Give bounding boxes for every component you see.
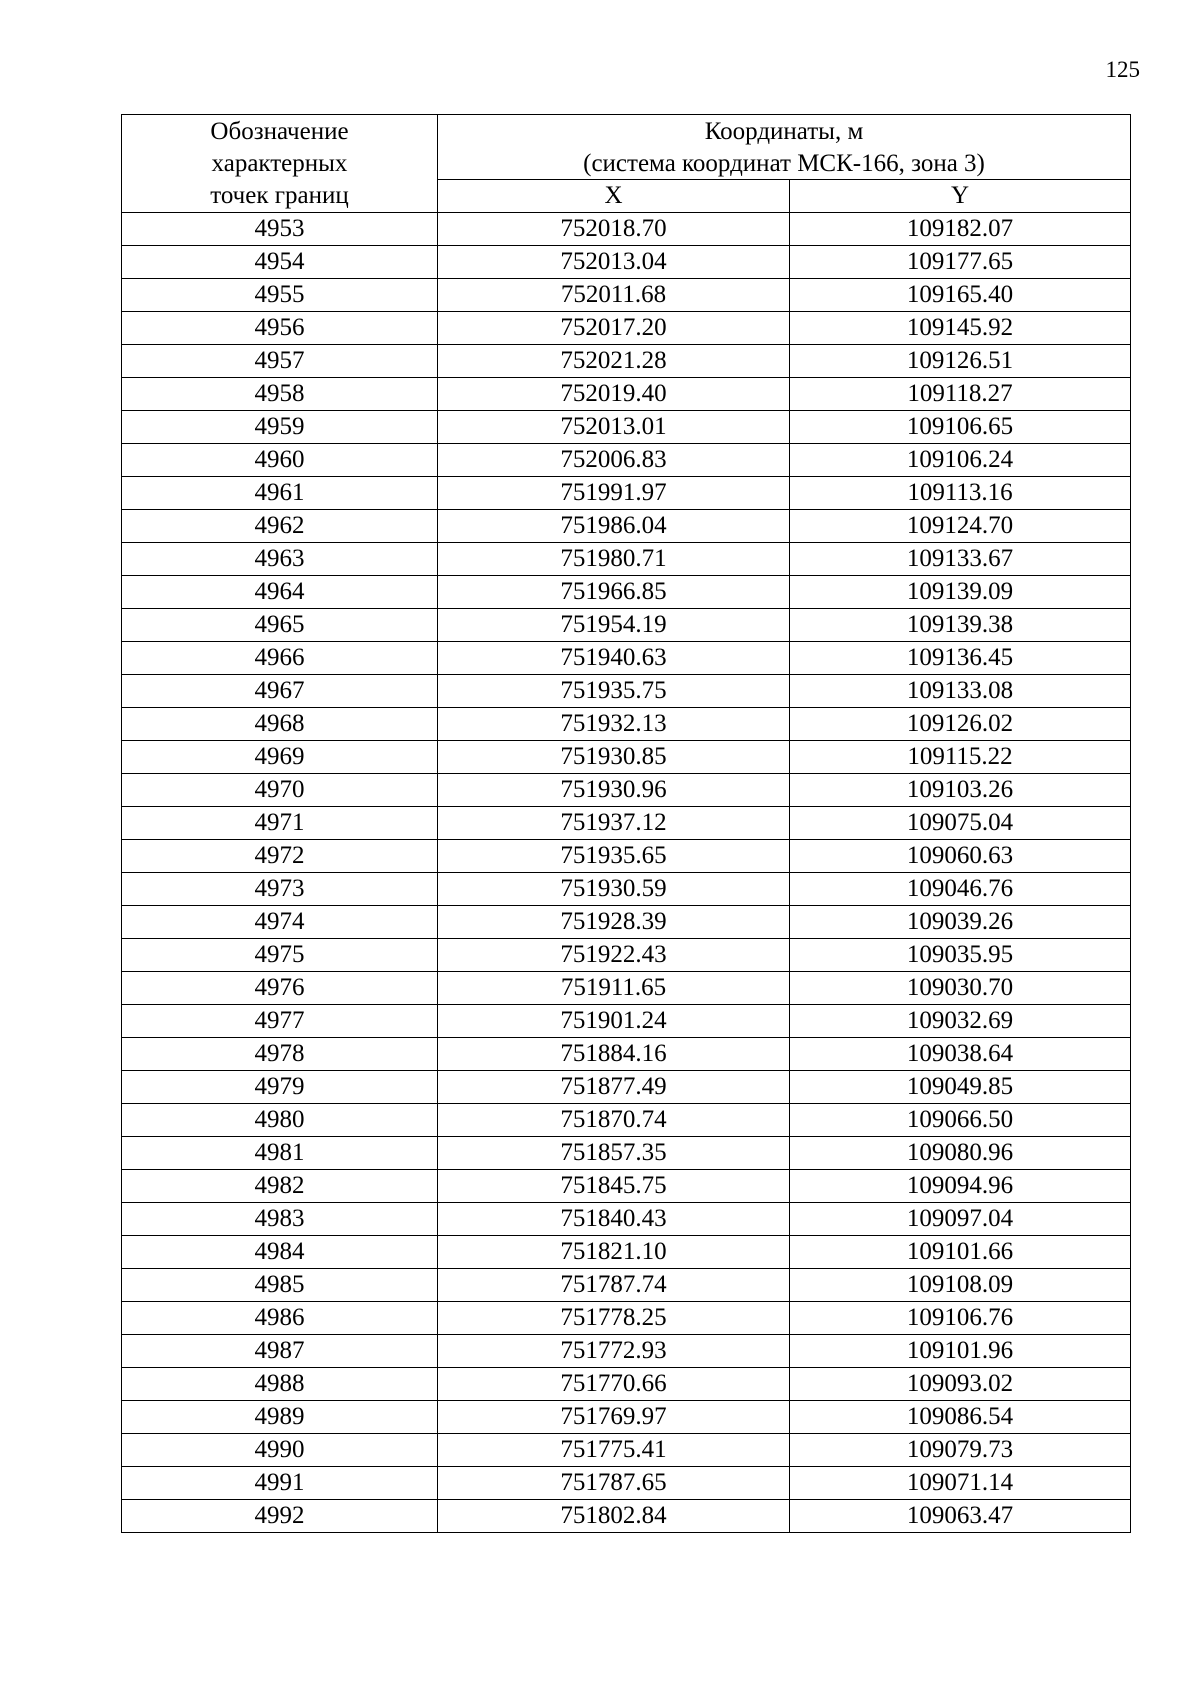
table-header — [122, 115, 1131, 213]
x-coordinate-cell: 752013.04 — [438, 246, 790, 279]
y-coordinate-cell: 109106.24 — [790, 444, 1131, 477]
table-row — [122, 807, 1131, 840]
point-id-cell: 4977 — [122, 1005, 438, 1038]
y-coordinate-cell: 109106.76 — [790, 1302, 1131, 1335]
table-row — [122, 609, 1131, 642]
table-row — [122, 246, 1131, 279]
y-column-header: Y — [790, 180, 1131, 213]
y-coordinate-cell: 109035.95 — [790, 939, 1131, 972]
x-coordinate-cell: 752017.20 — [438, 312, 790, 345]
point-id-cell: 4973 — [122, 873, 438, 906]
x-coordinate-cell: 751940.63 — [438, 642, 790, 675]
x-coordinate-cell: 751966.85 — [438, 576, 790, 609]
x-coordinate-cell: 751935.75 — [438, 675, 790, 708]
table-row — [122, 972, 1131, 1005]
point-id-cell: 4976 — [122, 972, 438, 1005]
point-id-cell: 4981 — [122, 1137, 438, 1170]
x-coordinate-cell: 751991.97 — [438, 477, 790, 510]
x-coordinate-cell: 751980.71 — [438, 543, 790, 576]
point-id-cell: 4982 — [122, 1170, 438, 1203]
table-row — [122, 873, 1131, 906]
point-id-cell: 4970 — [122, 774, 438, 807]
table-row — [122, 1368, 1131, 1401]
point-id-cell: 4987 — [122, 1335, 438, 1368]
table-row — [122, 1005, 1131, 1038]
table-row — [122, 510, 1131, 543]
x-coordinate-cell: 751857.35 — [438, 1137, 790, 1170]
x-coordinate-cell: 751870.74 — [438, 1104, 790, 1137]
point-id-cell: 4980 — [122, 1104, 438, 1137]
table-row — [122, 312, 1131, 345]
table-row — [122, 708, 1131, 741]
y-coordinate-cell: 109030.70 — [790, 972, 1131, 1005]
table-row — [122, 1302, 1131, 1335]
point-id-cell: 4957 — [122, 345, 438, 378]
y-coordinate-cell: 109094.96 — [790, 1170, 1131, 1203]
x-coordinate-cell: 751954.19 — [438, 609, 790, 642]
x-coordinate-cell: 751986.04 — [438, 510, 790, 543]
x-coordinate-cell: 751802.84 — [438, 1500, 790, 1533]
x-coordinate-cell: 751930.59 — [438, 873, 790, 906]
y-coordinate-cell: 109086.54 — [790, 1401, 1131, 1434]
y-coordinate-cell: 109063.47 — [790, 1500, 1131, 1533]
table-row — [122, 576, 1131, 609]
table-row — [122, 1434, 1131, 1467]
point-id-cell: 4968 — [122, 708, 438, 741]
x-coordinate-cell: 751884.16 — [438, 1038, 790, 1071]
y-coordinate-cell: 109133.08 — [790, 675, 1131, 708]
coordinate-system-header: (система координат МСК-166, зона 3) — [438, 147, 1131, 180]
x-coordinate-cell: 751840.43 — [438, 1203, 790, 1236]
point-id-cell: 4964 — [122, 576, 438, 609]
point-id-cell: 4986 — [122, 1302, 438, 1335]
y-coordinate-cell: 109101.66 — [790, 1236, 1131, 1269]
x-coordinate-cell: 751778.25 — [438, 1302, 790, 1335]
point-id-cell: 4974 — [122, 906, 438, 939]
point-id-cell: 4991 — [122, 1467, 438, 1500]
coordinates-title-header: Координаты, м — [438, 115, 1131, 148]
y-coordinate-cell: 109113.16 — [790, 477, 1131, 510]
table-row — [122, 477, 1131, 510]
point-id-cell: 4963 — [122, 543, 438, 576]
y-coordinate-cell: 109097.04 — [790, 1203, 1131, 1236]
x-coordinate-cell: 752013.01 — [438, 411, 790, 444]
point-id-cell: 4956 — [122, 312, 438, 345]
y-coordinate-cell: 109165.40 — [790, 279, 1131, 312]
x-coordinate-cell: 751922.43 — [438, 939, 790, 972]
y-coordinate-cell: 109079.73 — [790, 1434, 1131, 1467]
point-id-cell: 4990 — [122, 1434, 438, 1467]
point-designation-header-line: характерных — [211, 149, 348, 177]
y-coordinate-cell: 109118.27 — [790, 378, 1131, 411]
point-id-cell: 4958 — [122, 378, 438, 411]
point-id-cell: 4985 — [122, 1269, 438, 1302]
y-coordinate-cell: 109136.45 — [790, 642, 1131, 675]
y-coordinate-cell: 109103.26 — [790, 774, 1131, 807]
y-coordinate-cell: 109066.50 — [790, 1104, 1131, 1137]
table-row — [122, 1137, 1131, 1170]
y-coordinate-cell: 109032.69 — [790, 1005, 1131, 1038]
point-id-cell: 4979 — [122, 1071, 438, 1104]
y-coordinate-cell: 109046.76 — [790, 873, 1131, 906]
y-coordinate-cell: 109093.02 — [790, 1368, 1131, 1401]
x-coordinate-cell: 751928.39 — [438, 906, 790, 939]
x-coordinate-cell: 751770.66 — [438, 1368, 790, 1401]
y-coordinate-cell: 109106.65 — [790, 411, 1131, 444]
table-row — [122, 642, 1131, 675]
table-row — [122, 411, 1131, 444]
point-id-cell: 4955 — [122, 279, 438, 312]
point-designation-header-line: точек границ — [210, 181, 349, 209]
x-coordinate-cell: 751877.49 — [438, 1071, 790, 1104]
point-id-cell: 4978 — [122, 1038, 438, 1071]
y-coordinate-cell: 109039.26 — [790, 906, 1131, 939]
coordinates-table — [121, 114, 1131, 1533]
x-coordinate-cell: 751787.65 — [438, 1467, 790, 1500]
x-coordinate-cell: 751935.65 — [438, 840, 790, 873]
x-coordinate-cell: 751845.75 — [438, 1170, 790, 1203]
table-row — [122, 741, 1131, 774]
point-id-cell: 4975 — [122, 939, 438, 972]
table-row — [122, 1467, 1131, 1500]
y-coordinate-cell: 109133.67 — [790, 543, 1131, 576]
table-row — [122, 1203, 1131, 1236]
table-row — [122, 1236, 1131, 1269]
x-coordinate-cell: 752018.70 — [438, 213, 790, 246]
y-coordinate-cell: 109080.96 — [790, 1137, 1131, 1170]
table-row — [122, 279, 1131, 312]
x-coordinate-cell: 751937.12 — [438, 807, 790, 840]
y-coordinate-cell: 109071.14 — [790, 1467, 1131, 1500]
point-id-cell: 4984 — [122, 1236, 438, 1269]
x-coordinate-cell: 751787.74 — [438, 1269, 790, 1302]
y-coordinate-cell: 109145.92 — [790, 312, 1131, 345]
y-coordinate-cell: 109126.02 — [790, 708, 1131, 741]
x-coordinate-cell: 752011.68 — [438, 279, 790, 312]
page-number: 125 — [1105, 57, 1140, 82]
table-row — [122, 1038, 1131, 1071]
point-id-cell: 4962 — [122, 510, 438, 543]
x-coordinate-cell: 751775.41 — [438, 1434, 790, 1467]
point-id-cell: 4983 — [122, 1203, 438, 1236]
point-designation-header-line: Обозначение — [210, 117, 349, 145]
y-coordinate-cell: 109060.63 — [790, 840, 1131, 873]
table-row — [122, 1500, 1131, 1533]
point-id-cell: 4967 — [122, 675, 438, 708]
table-row — [122, 345, 1131, 378]
y-coordinate-cell: 109108.09 — [790, 1269, 1131, 1302]
point-id-cell: 4972 — [122, 840, 438, 873]
y-coordinate-cell: 109177.65 — [790, 246, 1131, 279]
y-coordinate-cell: 109049.85 — [790, 1071, 1131, 1104]
table-row — [122, 378, 1131, 411]
y-coordinate-cell: 109075.04 — [790, 807, 1131, 840]
y-coordinate-cell: 109038.64 — [790, 1038, 1131, 1071]
table-row — [122, 906, 1131, 939]
point-id-cell: 4954 — [122, 246, 438, 279]
x-coordinate-cell: 751911.65 — [438, 972, 790, 1005]
x-coordinate-cell: 751821.10 — [438, 1236, 790, 1269]
table-row — [122, 840, 1131, 873]
point-id-cell: 4959 — [122, 411, 438, 444]
y-coordinate-cell: 109139.09 — [790, 576, 1131, 609]
x-coordinate-cell: 751769.97 — [438, 1401, 790, 1434]
point-id-cell: 4989 — [122, 1401, 438, 1434]
y-coordinate-cell: 109115.22 — [790, 741, 1131, 774]
point-id-cell: 4953 — [122, 213, 438, 246]
x-coordinate-cell: 751930.96 — [438, 774, 790, 807]
point-id-cell: 4966 — [122, 642, 438, 675]
x-coordinate-cell: 751901.24 — [438, 1005, 790, 1038]
y-coordinate-cell: 109124.70 — [790, 510, 1131, 543]
table-row — [122, 1071, 1131, 1104]
table-row — [122, 543, 1131, 576]
y-coordinate-cell: 109101.96 — [790, 1335, 1131, 1368]
table-row — [122, 1269, 1131, 1302]
table-row — [122, 939, 1131, 972]
table-row — [122, 675, 1131, 708]
y-coordinate-cell: 109139.38 — [790, 609, 1131, 642]
x-column-header: X — [438, 180, 790, 213]
table-row — [122, 774, 1131, 807]
point-id-cell: 4971 — [122, 807, 438, 840]
table-row — [122, 1104, 1131, 1137]
y-coordinate-cell: 109182.07 — [790, 213, 1131, 246]
x-coordinate-cell: 752021.28 — [438, 345, 790, 378]
point-id-cell: 4961 — [122, 477, 438, 510]
table-body — [122, 213, 1131, 1533]
point-id-cell: 4988 — [122, 1368, 438, 1401]
table-row — [122, 213, 1131, 246]
table-row — [122, 1335, 1131, 1368]
point-id-cell: 4969 — [122, 741, 438, 774]
point-id-cell: 4992 — [122, 1500, 438, 1533]
x-coordinate-cell: 751932.13 — [438, 708, 790, 741]
x-coordinate-cell: 751772.93 — [438, 1335, 790, 1368]
x-coordinate-cell: 751930.85 — [438, 741, 790, 774]
table-row — [122, 1170, 1131, 1203]
y-coordinate-cell: 109126.51 — [790, 345, 1131, 378]
table-row — [122, 444, 1131, 477]
x-coordinate-cell: 752006.83 — [438, 444, 790, 477]
point-id-cell: 4960 — [122, 444, 438, 477]
point-designation-header — [122, 115, 438, 213]
point-id-cell: 4965 — [122, 609, 438, 642]
table-row — [122, 1401, 1131, 1434]
x-coordinate-cell: 752019.40 — [438, 378, 790, 411]
